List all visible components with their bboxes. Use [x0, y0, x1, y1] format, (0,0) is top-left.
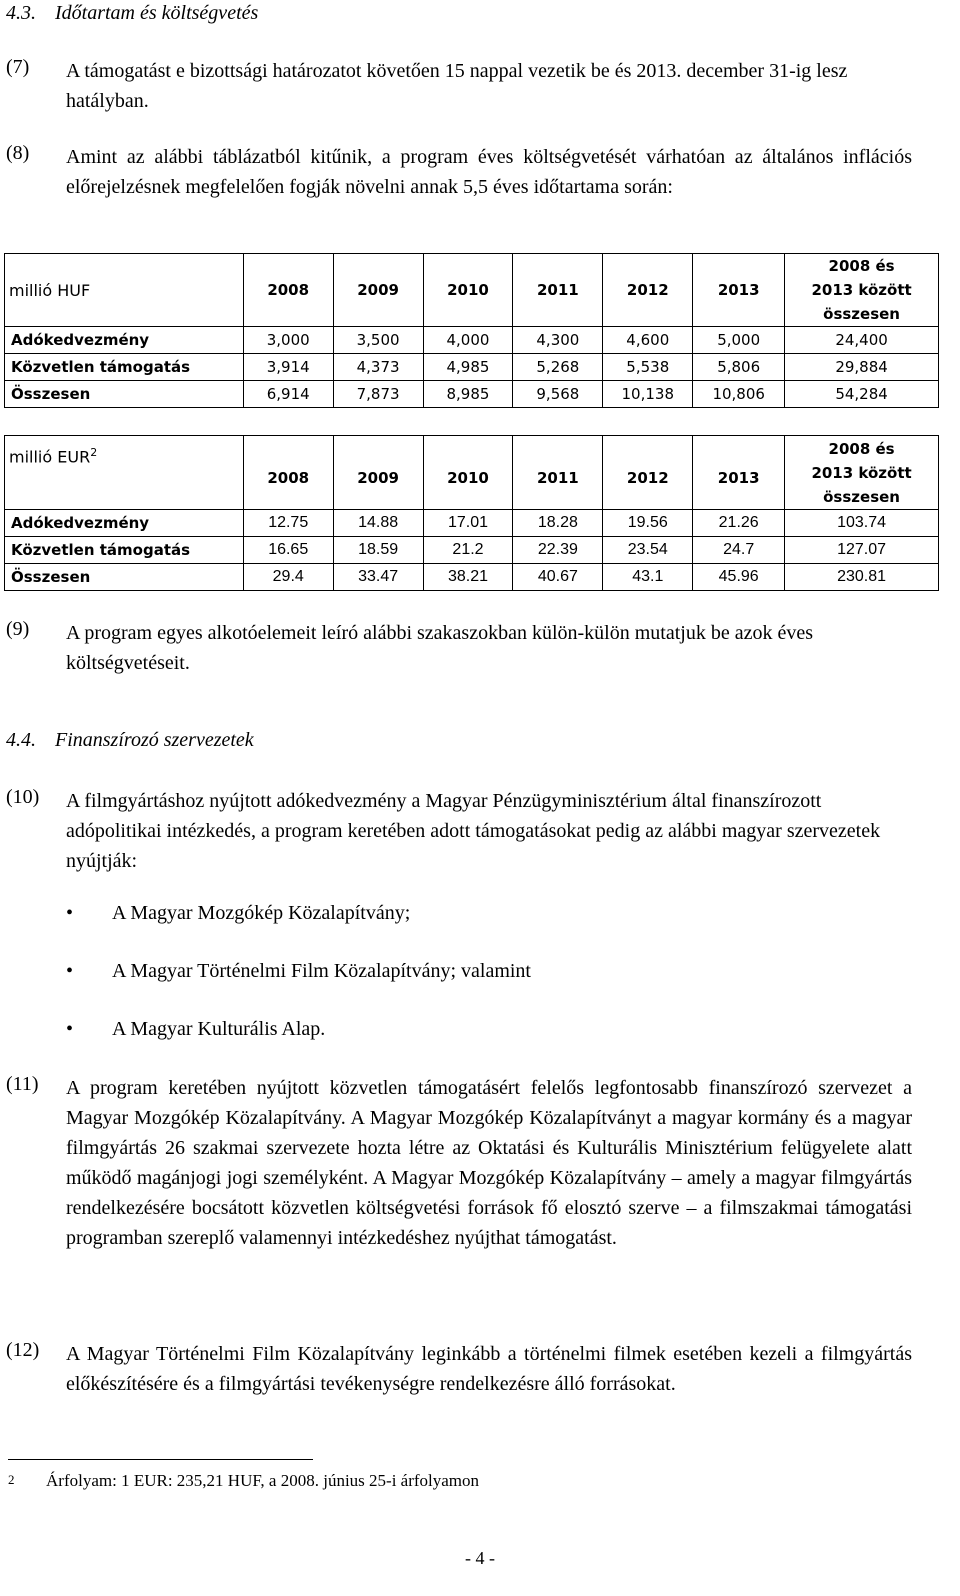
year-header: 2013 — [693, 254, 785, 327]
paragraph-number: (7) — [6, 56, 30, 78]
row-label: Adókedvezmény — [5, 510, 244, 537]
section-heading-4-4 — [6, 729, 254, 752]
table-cell: 24,400 — [785, 327, 939, 354]
table-cell: 10,138 — [603, 381, 693, 408]
section-number: 4.4. — [6, 729, 36, 751]
table-cell: 10,806 — [693, 381, 785, 408]
row-label: Közvetlen támogatás — [5, 537, 244, 564]
paragraph-number: (11) — [6, 1073, 39, 1095]
table-cell: 3,000 — [243, 327, 333, 354]
year-header: 2009 — [333, 436, 423, 510]
table-cell: 4,600 — [603, 327, 693, 354]
paragraph-number: (9) — [6, 618, 30, 640]
footnote-text: Árfolyam: 1 EUR: 235,21 HUF, a 2008. június 25-i árfolyamon — [46, 1471, 480, 1490]
table-cell: 22.39 — [513, 537, 603, 564]
table-row — [5, 564, 939, 591]
row-label: Összesen — [5, 564, 244, 591]
table-cell: 4,373 — [333, 354, 423, 381]
paragraph-12: A Magyar Történelmi Film Közalapítvány leginkább a történelmi filmek esetében kezeli a filmgyártás előkészítésére és a filmgyártási tevékenységre rendelkezésre álló forrásokat. — [66, 1343, 912, 1395]
table-cell: 3,914 — [243, 354, 333, 381]
table-cell: 5,000 — [693, 327, 785, 354]
table-cell: 12.75 — [243, 510, 333, 537]
total-header-line: 2008 és — [828, 257, 895, 275]
footnote-divider — [8, 1459, 313, 1460]
table-cell: 6,914 — [243, 381, 333, 408]
row-label: Adókedvezmény — [5, 327, 244, 354]
table-cell: 21.2 — [423, 537, 513, 564]
unit-label — [5, 436, 244, 510]
table-cell: 127.07 — [785, 537, 939, 564]
table-cell: 18.59 — [333, 537, 423, 564]
table-cell: 5,268 — [513, 354, 603, 381]
table-cell: 8,985 — [423, 381, 513, 408]
table-cell: 54,284 — [785, 381, 939, 408]
section-heading-4-3 — [6, 2, 258, 25]
table-row — [5, 510, 939, 537]
table-cell: 29.4 — [243, 564, 333, 591]
total-header-line: összesen — [823, 305, 900, 323]
paragraph-number: (8) — [6, 142, 30, 164]
total-header — [785, 254, 939, 327]
year-header: 2011 — [513, 254, 603, 327]
table-cell: 17.01 — [423, 510, 513, 537]
year-header: 2010 — [423, 254, 513, 327]
paragraph-10: A filmgyártáshoz nyújtott adókedvezmény a Magyar Pénzügyminisztérium által finanszírozott adópolitikai intézkedés, a program keretében adott támogatásokat pedig az alábbi magyar szervezetek nyújtják: — [66, 790, 881, 872]
table-cell: 24.7 — [693, 537, 785, 564]
year-header: 2011 — [513, 436, 603, 510]
section-title: Időtartam és költségvetés — [55, 2, 259, 24]
list-item: A Magyar Mozgókép Közalapítvány; — [112, 902, 411, 924]
year-header: 2012 — [603, 254, 693, 327]
table-cell: 4,000 — [423, 327, 513, 354]
total-header — [785, 436, 939, 510]
table-cell: 103.74 — [785, 510, 939, 537]
table-cell: 7,873 — [333, 381, 423, 408]
paragraph-7: A támogatást e bizottsági határozatot követően 15 nappal vezetik be és 2013. december 31-ig lesz hatályban. — [66, 60, 848, 112]
page-number: - 4 - — [465, 1548, 495, 1568]
budget-table-huf — [4, 253, 939, 408]
table-cell: 3,500 — [333, 327, 423, 354]
year-header: 2008 — [243, 436, 333, 510]
table-cell: 9,568 — [513, 381, 603, 408]
list-item: A Magyar Történelmi Film Közalapítvány; valamint — [112, 960, 531, 982]
table-cell: 33.47 — [333, 564, 423, 591]
table-cell: 29,884 — [785, 354, 939, 381]
table-cell: 19.56 — [603, 510, 693, 537]
total-header-line: 2013 között — [811, 281, 912, 299]
list-item: A Magyar Kulturális Alap. — [112, 1018, 326, 1040]
total-header-line: 2008 és — [828, 439, 895, 458]
paragraph-11: A program keretében nyújtott közvetlen támogatásért felelős legfontosabb finanszírozó szervezet a Magyar Mozgókép Közalapítvány. A Magyar Mozgókép Közalapítványt a magyar kormány és a magyar filmgyártás 26 szakmai szervezete hozta létre az Oktatási és Kulturális Minisztérium felügyelete alatt működő magánjogi jogi személyként. A Magyar Mozgókép Közalapítvány – amely a magyar filmgyártás rendelkezésére bocsátott közvetlen költségvetési források fő elosztó szerve – a filmszakmai támogatási programban szereplő valamennyi intézkedéshez nyújthat támogatást. — [66, 1077, 912, 1249]
table-row — [5, 354, 939, 381]
total-header-line: 2013 között — [811, 463, 912, 482]
row-label: Összesen — [5, 381, 244, 408]
unit-label: millió HUF — [5, 254, 244, 327]
total-header-line: összesen — [823, 487, 900, 506]
table-cell: 18.28 — [513, 510, 603, 537]
table-row — [5, 537, 939, 564]
budget-table-eur — [4, 435, 939, 591]
year-header: 2013 — [693, 436, 785, 510]
table-cell: 23.54 — [603, 537, 693, 564]
unit-text: millió EUR — [9, 447, 91, 467]
row-label: Közvetlen támogatás — [5, 354, 244, 381]
table-cell: 4,300 — [513, 327, 603, 354]
table-cell: 16.65 — [243, 537, 333, 564]
footnote-ref: 2 — [90, 446, 98, 459]
section-number: 4.3. — [6, 2, 36, 24]
table-cell: 45.96 — [693, 564, 785, 591]
paragraph-8: Amint az alábbi táblázatból kitűnik, a program éves költségvetését várhatóan az általános inflációs előrejelzésnek megfelelően fogják növelni annak 5,5 éves időtartama során: — [66, 146, 912, 198]
year-header: 2008 — [243, 254, 333, 327]
section-title: Finanszírozó szervezetek — [55, 729, 254, 751]
paragraph-9: A program egyes alkotóelemeit leíró alábbi szakaszokban külön-külön mutatjuk be azok éves költségvetéseit. — [66, 622, 813, 674]
bullet-icon: • — [66, 960, 74, 982]
bullet-icon: • — [66, 1018, 74, 1040]
paragraph-number: (12) — [6, 1339, 40, 1361]
bullet-icon: • — [66, 902, 74, 924]
table-header-row — [5, 254, 939, 327]
year-header: 2009 — [333, 254, 423, 327]
table-cell: 230.81 — [785, 564, 939, 591]
paragraph-number: (10) — [6, 786, 40, 808]
table-row — [5, 327, 939, 354]
table-cell: 5,806 — [693, 354, 785, 381]
table-header-row — [5, 436, 939, 510]
table-cell: 38.21 — [423, 564, 513, 591]
year-header: 2012 — [603, 436, 693, 510]
table-cell: 21.26 — [693, 510, 785, 537]
table-row — [5, 381, 939, 408]
table-cell: 14.88 — [333, 510, 423, 537]
table-cell: 40.67 — [513, 564, 603, 591]
table-cell: 5,538 — [603, 354, 693, 381]
table-cell: 43.1 — [603, 564, 693, 591]
table-cell: 4,985 — [423, 354, 513, 381]
footnote-number: 2 — [8, 1472, 15, 1487]
year-header: 2010 — [423, 436, 513, 510]
